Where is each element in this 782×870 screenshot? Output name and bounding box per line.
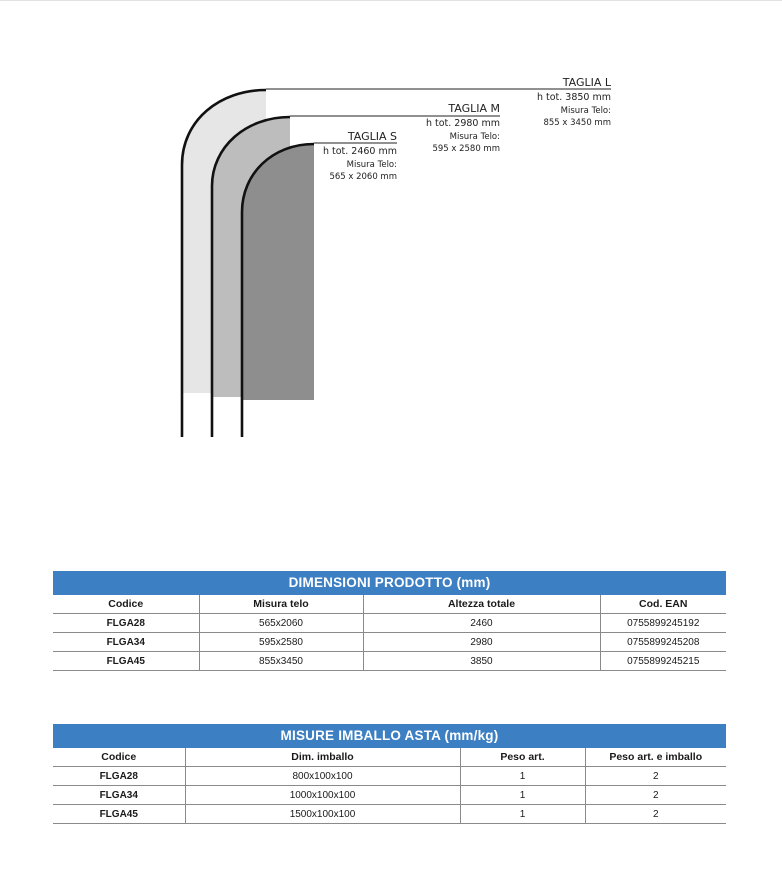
table2-cell-peso-imballo: 2 (585, 786, 726, 805)
size-s-name: TAGLIA S (347, 130, 397, 143)
table1-header-misura-telo: Misura telo (199, 595, 363, 614)
table1-cell-code: FLGA45 (53, 652, 199, 671)
table2-cell-code: FLGA45 (53, 805, 185, 824)
table1-cell-ean: 0755899245215 (600, 652, 726, 671)
product-dimensions-table (53, 571, 726, 671)
table2-header-peso-art: Peso art. (460, 748, 585, 767)
table2-cell-peso: 1 (460, 786, 585, 805)
table1-cell-misura: 595x2580 (199, 633, 363, 652)
table2-cell-peso-imballo: 2 (585, 805, 726, 824)
size-s-misura-label: Misura Telo: (346, 160, 397, 170)
size-m-name: TAGLIA M (448, 102, 500, 115)
table2-title: MISURE IMBALLO ASTA (mm/kg) (53, 724, 726, 748)
table-row (53, 805, 726, 824)
table1-cell-ean: 0755899245208 (600, 633, 726, 652)
table1-header-codice: Codice (53, 595, 199, 614)
size-m-misura-label: Misura Telo: (449, 132, 500, 142)
size-s-height: h tot. 2460 mm (322, 146, 397, 157)
size-s-misura: 565 x 2060 mm (329, 172, 397, 182)
table1-cell-altezza: 2980 (363, 633, 600, 652)
table2-header-codice: Codice (53, 748, 185, 767)
table1-cell-misura: 855x3450 (199, 652, 363, 671)
table1-header-cod-ean: Cod. EAN (600, 595, 726, 614)
size-m-height: h tot. 2980 mm (425, 118, 500, 129)
size-l-misura: 855 x 3450 mm (543, 118, 611, 128)
flag-small-shape (242, 144, 314, 400)
table-row (53, 633, 726, 652)
table2-cell-code: FLGA28 (53, 767, 185, 786)
packaging-table (53, 724, 726, 824)
table1-title: DIMENSIONI PRODOTTO (mm) (53, 571, 726, 595)
table1-cell-altezza: 2460 (363, 614, 600, 633)
table2-header-dim-imballo: Dim. imballo (185, 748, 460, 767)
table-row (53, 786, 726, 805)
size-l-name: TAGLIA L (562, 76, 611, 89)
table2-cell-dim: 800x100x100 (185, 767, 460, 786)
table1-cell-code: FLGA34 (53, 633, 199, 652)
size-m-misura: 595 x 2580 mm (432, 144, 500, 154)
size-l-height: h tot. 3850 mm (536, 92, 611, 103)
table2-cell-dim: 1000x100x100 (185, 786, 460, 805)
table2-cell-code: FLGA34 (53, 786, 185, 805)
table1-header-altezza-totale: Altezza totale (363, 595, 600, 614)
table1-cell-code: FLGA28 (53, 614, 199, 633)
table1-cell-ean: 0755899245192 (600, 614, 726, 633)
table1-cell-misura: 565x2060 (199, 614, 363, 633)
table2-cell-peso: 1 (460, 767, 585, 786)
table2-cell-peso: 1 (460, 805, 585, 824)
table2-header-peso-art-imballo: Peso art. e imballo (585, 748, 726, 767)
table2-cell-peso-imballo: 2 (585, 767, 726, 786)
table2-cell-dim: 1500x100x100 (185, 805, 460, 824)
table1-cell-altezza: 3850 (363, 652, 600, 671)
table-row (53, 614, 726, 633)
table-row (53, 652, 726, 671)
size-l-misura-label: Misura Telo: (560, 106, 611, 116)
table-row (53, 767, 726, 786)
